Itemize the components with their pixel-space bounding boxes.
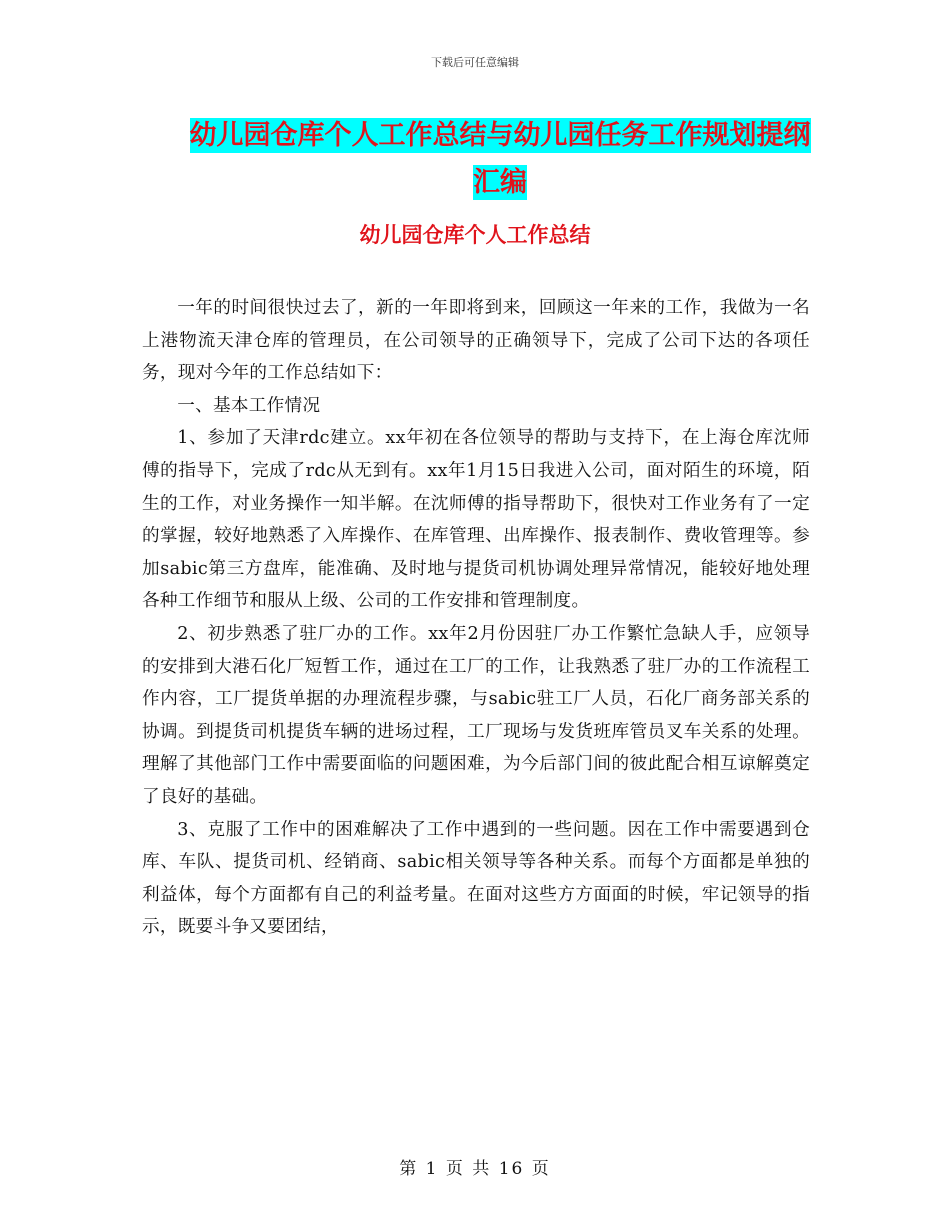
document-title-line-1: 幼儿园仓库个人工作总结与幼儿园任务工作规划提纲 [189, 120, 811, 151]
page-number-footer: 第 1 页 共 16 页 [399, 1159, 551, 1179]
header-note: 下载后可任意编辑 [431, 56, 519, 69]
paragraph-item-3: 3、克服了工作中的困难解决了工作中遇到的一些问题。因在工作中需要遇到仓库、车队、提货司机、经销商、sabic相关领导等各种关系。而每个方面都是单独的利益体，每个方面都有自己的利益考量。在面对这些方方面面的时候，牢记领导的指示，既要斗争又要团结， [142, 819, 810, 938]
paragraph-item-2: 2、初步熟悉了驻厂办的工作。xx年2月份因驻厂办工作繁忙急缺人手，应领导的安排到大港石化厂短暂工作，通过在工厂的工作，让我熟悉了驻厂办的工作流程工作内容，工厂提货单据的办理流程步骤，与sabic驻工厂人员，石化厂商务部关系的协调。到提货司机提货车辆的进场过程，工厂现场与发货班库管员叉车关系的处理。理解了其他部门工作中需要面临的问题困难，为今后部门间的彼此配合相互谅解奠定了良好的基础。 [142, 623, 810, 807]
document-title [140, 112, 860, 206]
document-body [142, 292, 810, 944]
paragraph-item-1: 1、参加了天津rdc建立。xx年初在各位领导的帮助与支持下，在上海仓库沈师傅的指导下，完成了rdc从无到有。xx年1月15日我进入公司，面对陌生的环境，陌生的工作，对业务操作一知半解。在沈师傅的指导帮助下，很快对工作业务有了一定的掌握，较好地熟悉了入库操作、在库管理、出库操作、报表制作、费收管理等。参加sabic第三方盘库，能准确、及时地与提货司机协调处理异常情况，能较好地处理各种工作细节和服从上级、公司的工作安排和管理制度。 [142, 428, 810, 612]
paragraph-heading-basic-work: 一、基本工作情况 [177, 395, 321, 416]
document-title-line-2: 汇编 [473, 167, 527, 198]
paragraph-intro: 一年的时间很快过去了，新的一年即将到来，回顾这一年来的工作，我做为一名上港物流天津仓库的管理员，在公司领导的正确领导下，完成了公司下达的各项任务，现对今年的工作总结如下： [142, 298, 810, 384]
section-title: 幼儿园仓库个人工作总结 [359, 223, 591, 247]
